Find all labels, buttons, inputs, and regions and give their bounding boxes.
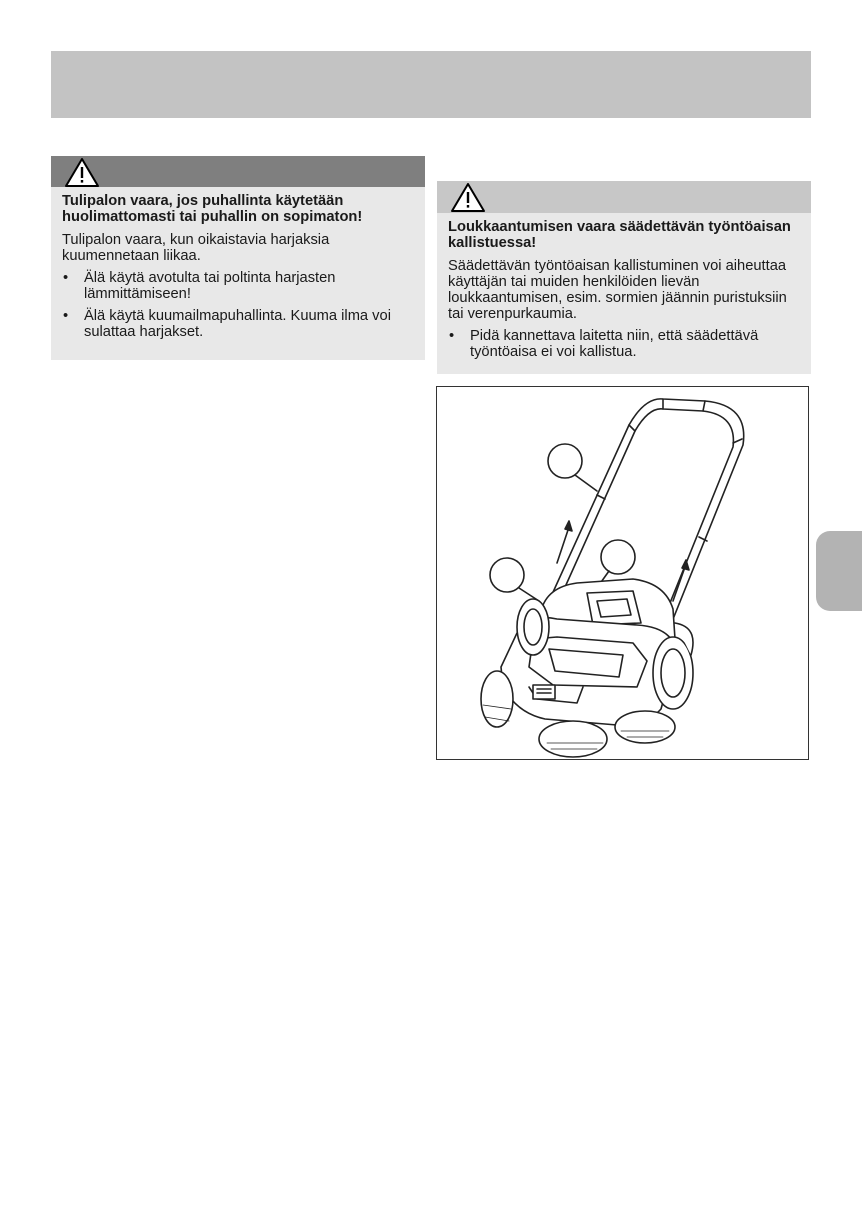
warning-list bbox=[62, 270, 415, 340]
header-band bbox=[51, 51, 811, 118]
sweeper-drawing bbox=[437, 387, 808, 759]
warning-triangle-icon bbox=[64, 157, 100, 188]
warning-box-injury bbox=[437, 181, 811, 374]
warning-title: Tulipalon vaara, jos puhallinta käytetään huolimattomasti tai puhallin on sopimaton! bbox=[62, 193, 363, 225]
list-item: • Pidä kannettava laitetta niin, että säädettävä työntöaisa ei voi kallistua. bbox=[448, 328, 801, 360]
warning-header bbox=[51, 156, 425, 187]
warning-list bbox=[448, 328, 801, 360]
warning-triangle-icon bbox=[450, 182, 486, 213]
warning-text: Tulipalon vaara, kun oikaistavia harjaksia kuumennetaan liikaa. bbox=[62, 232, 330, 264]
warning-text: Säädettävän työntöaisan kallistuminen voi aiheuttaa käyttäjän tai muiden henkilöiden lievän loukkaantumisen, esim. sormien jäännin puristuksiin tai verenpurkaumia. bbox=[448, 258, 787, 322]
warning-box-fire bbox=[51, 156, 425, 360]
warning-title: Loukkaantumisen vaara säädettävän työntöaisan kallistuessa! bbox=[448, 219, 791, 251]
list-item: • Älä käytä kuumailmapuhallinta. Kuuma ilma voi sulattaa harjakset. bbox=[62, 308, 415, 340]
list-item: • Älä käytä avotulta tai poltinta harjasten lämmittämiseen! bbox=[62, 270, 415, 302]
sweeper-illustration bbox=[436, 386, 809, 760]
warning-header bbox=[437, 181, 811, 213]
chapter-tab bbox=[816, 531, 862, 611]
